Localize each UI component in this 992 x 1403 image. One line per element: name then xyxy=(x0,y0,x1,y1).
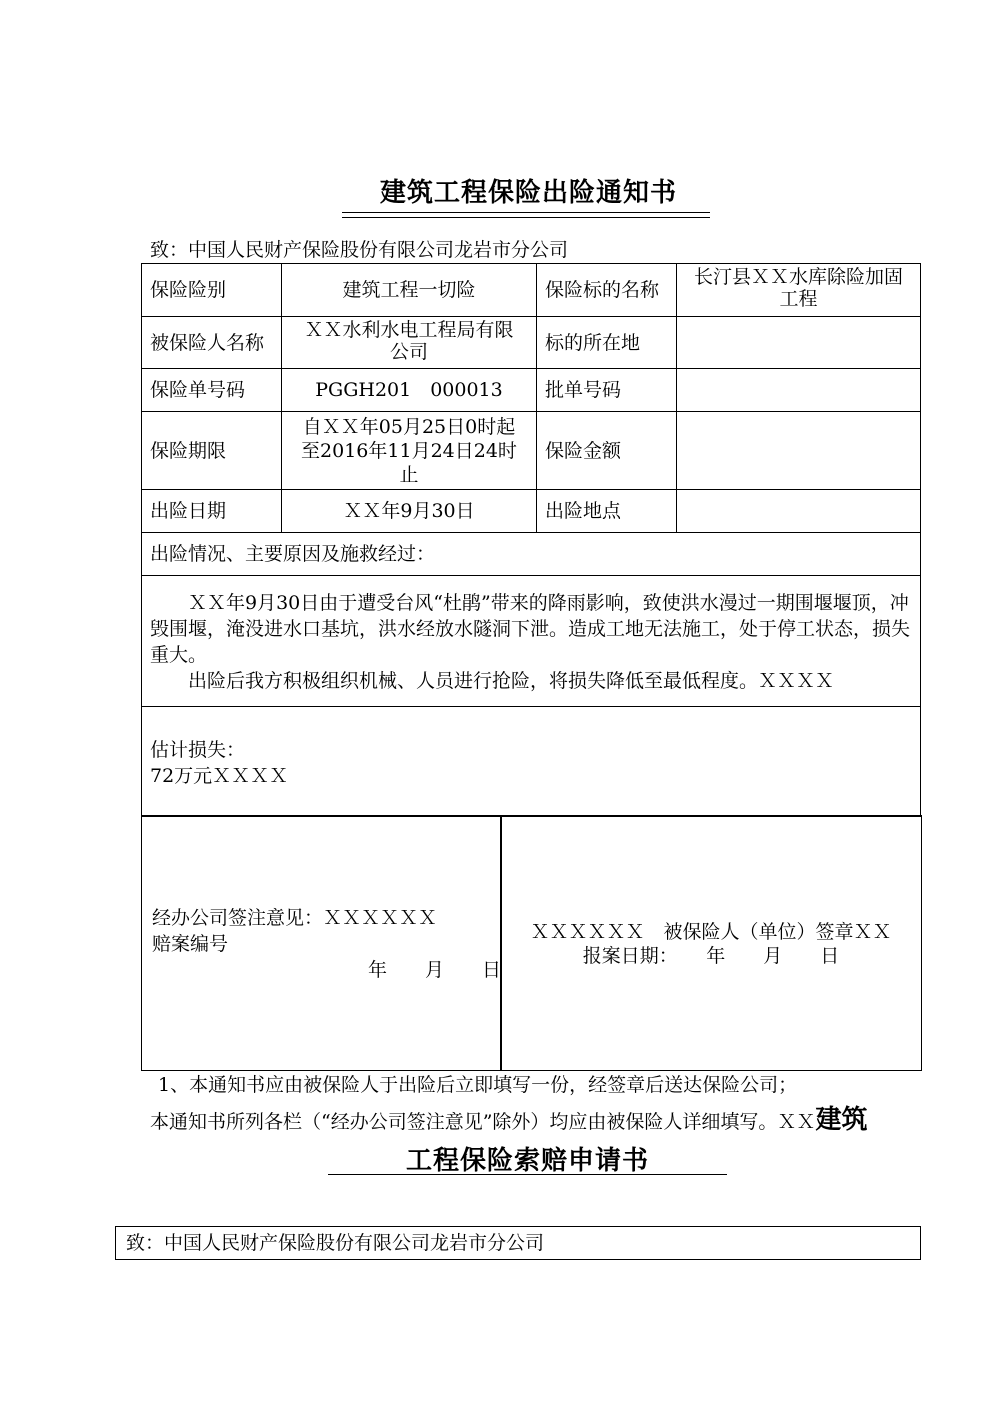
value-subject-name-line1: 长汀县ＸＸ水库除险加固 xyxy=(693,266,903,288)
table-row xyxy=(142,264,921,317)
value-insured-name-line2: 公司 xyxy=(389,340,428,363)
label-location: 标的所在地 xyxy=(537,317,677,369)
value-subject-name xyxy=(677,264,921,317)
insured-signature-box xyxy=(500,815,922,1071)
table-row xyxy=(142,576,921,707)
table-row xyxy=(142,490,921,533)
claim-title-start: 建筑 xyxy=(815,1105,868,1135)
table-row xyxy=(142,533,921,576)
label-accident-date: 出险日期 xyxy=(142,490,282,533)
circumstances-label: 出险情况、主要原因及施救经过： xyxy=(142,533,921,576)
value-policy-period xyxy=(282,412,537,490)
value-policy-number: PGGH201 000013 xyxy=(282,369,537,412)
label-policy-period: 保险期限 xyxy=(142,412,282,490)
insurer-opinion-label: 经办公司签注意见：ＸＸＸＸＸＸ xyxy=(152,907,438,929)
page-title: 建筑工程保险出险通知书 xyxy=(380,178,678,208)
label-endorsement-number: 批单号码 xyxy=(537,369,677,412)
table-row xyxy=(142,369,921,412)
report-date-line: 报案日期： 年 月 日 xyxy=(582,945,840,967)
note-1: 1、本通知书应由被保险人于出险后立即填写一份，经签章后送达保险公司； xyxy=(158,1074,798,1096)
circumstances-content xyxy=(142,576,921,707)
value-accident-place xyxy=(677,490,921,533)
estimated-loss-value: 72万元ＸＸＸＸ xyxy=(150,765,289,787)
claim-recipient-line: 致：中国人民财产保险股份有限公司龙岩市分公司 xyxy=(126,1232,545,1254)
value-insurance-type: 建筑工程一切险 xyxy=(282,264,537,317)
label-accident-place: 出险地点 xyxy=(537,490,677,533)
insurer-opinion-box xyxy=(141,815,502,1071)
title-underline-2 xyxy=(342,217,710,218)
circumstances-paragraph-1: ＸＸ年9月30日由于遭受台风“杜鹃”带来的降雨影响，致使洪水漫过一期围堰堰顶，冲毁围堰，淹没进水口基坑，洪水经放水隧洞下泄。造成工地无法施工，处于停工状态，损失重大。 xyxy=(150,592,911,666)
value-insured-amount xyxy=(677,412,921,490)
insured-signature-label: ＸＸＸＸＸＸ 被保险人（单位）签章ＸＸ xyxy=(530,921,892,943)
note-2-text: 本通知书所列各栏（“经办公司签注意见”除外）均应由被保险人详细填写。ＸＸ xyxy=(150,1111,816,1133)
claim-number-label: 赔案编号 xyxy=(152,933,229,955)
value-insured-name-line1: ＸＸ水利水电工程局有限 xyxy=(304,318,514,341)
estimated-loss-label: 估计损失： xyxy=(150,739,246,761)
table-row xyxy=(142,317,921,369)
circumstances-paragraph-2: 出险后我方积极组织机械、人员进行抢险，将损失降低至最低程度。ＸＸＸＸ xyxy=(188,670,835,692)
value-policy-period-line2: 至2016年11月24日24时 xyxy=(301,439,517,462)
value-policy-period-line1: 自ＸＸ年05月25日0时起 xyxy=(302,415,516,438)
table-row xyxy=(142,412,921,490)
notice-form-table xyxy=(141,263,921,817)
claim-title: 工程保险索赔申请书 xyxy=(406,1146,650,1176)
insurer-date-line: 年 月 日 xyxy=(368,959,502,981)
label-insured-name: 被保险人名称 xyxy=(142,317,282,369)
label-insurance-type: 保险险别 xyxy=(142,264,282,317)
value-subject-name-line2: 工程 xyxy=(779,288,818,310)
label-policy-number: 保险单号码 xyxy=(142,369,282,412)
label-subject-name: 保险标的名称 xyxy=(537,264,677,317)
estimated-loss xyxy=(142,707,921,817)
note-2 xyxy=(150,1105,868,1135)
value-accident-date: ＸＸ年9月30日 xyxy=(282,490,537,533)
value-endorsement-number xyxy=(677,369,921,412)
label-insured-amount: 保险金额 xyxy=(537,412,677,490)
value-insured-name xyxy=(282,317,537,369)
title-underline xyxy=(342,212,710,213)
recipient-line: 致：中国人民财产保险股份有限公司龙岩市分公司 xyxy=(150,239,569,261)
value-policy-period-line3: 止 xyxy=(399,463,419,486)
claim-title-underline xyxy=(328,1174,727,1175)
table-row xyxy=(142,707,921,817)
value-location xyxy=(677,317,921,369)
claim-recipient-box xyxy=(115,1226,921,1260)
